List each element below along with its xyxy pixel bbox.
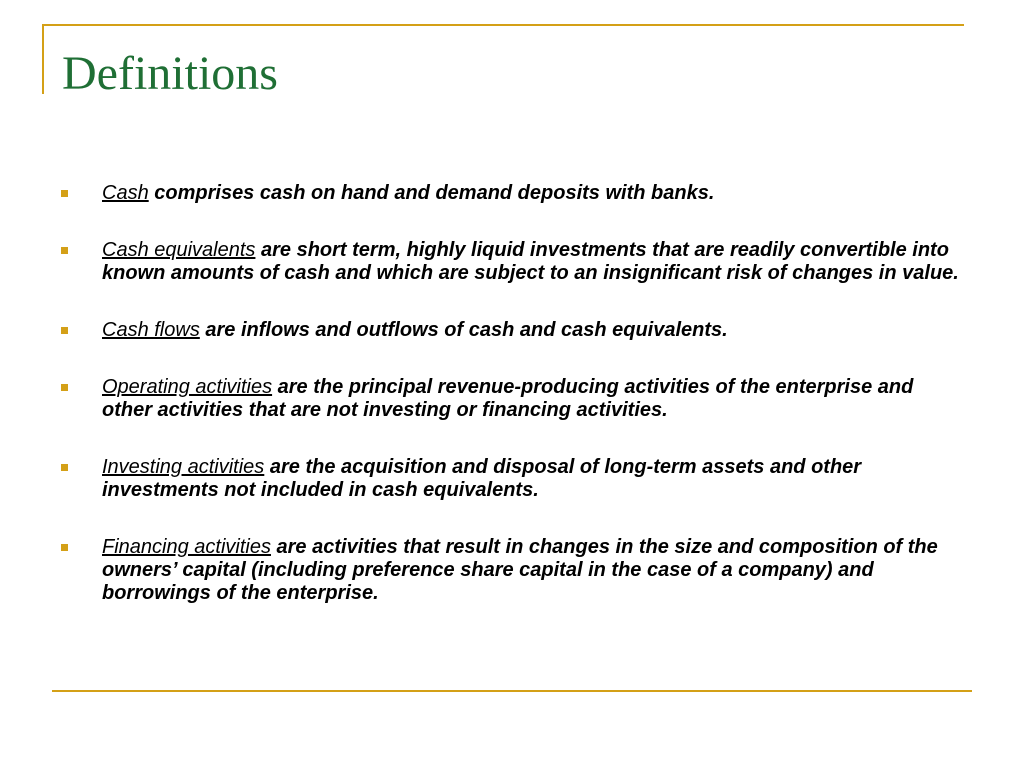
definition-item-financing-activities bbox=[60, 536, 965, 605]
square-bullet-icon bbox=[61, 247, 68, 254]
definition-term: Cash flows bbox=[102, 319, 200, 341]
definition-text: are the acquisition and disposal of long-term assets and other investments not included in cash equivalents. bbox=[102, 456, 862, 501]
definition-term: Cash equivalents bbox=[102, 239, 256, 261]
square-bullet-icon bbox=[61, 464, 68, 471]
slide-title: Definitions bbox=[62, 47, 278, 100]
definition-item-cash bbox=[60, 182, 965, 205]
definition-term: Financing activities bbox=[102, 536, 271, 558]
square-bullet-icon bbox=[61, 384, 68, 391]
definition-item-operating-activities bbox=[60, 376, 965, 422]
left-accent-rule bbox=[42, 24, 44, 94]
definition-item-cash-equivalents bbox=[60, 239, 965, 285]
square-bullet-icon bbox=[61, 190, 68, 197]
definition-text: are activities that result in changes in the size and composition of the owners’ capital (including preference share capital in the case of a company) and borrowings of the enterprise. bbox=[102, 536, 938, 604]
top-accent-rule bbox=[42, 24, 964, 26]
definition-item-investing-activities bbox=[60, 456, 965, 502]
definition-term: Operating activities bbox=[102, 376, 273, 398]
definition-text: are short term, highly liquid investments that are readily convertible into known amounts of cash and which are subject to an insignificant risk of changes in value. bbox=[102, 239, 959, 284]
definition-text: are the principal revenue-producing activities of the enterprise and other activities that are not investing or financing activities. bbox=[102, 376, 914, 421]
definition-text: comprises cash on hand and demand deposits with banks. bbox=[148, 182, 715, 204]
definition-term: Investing activities bbox=[102, 456, 265, 478]
definition-term: Cash bbox=[102, 182, 149, 204]
square-bullet-icon bbox=[61, 327, 68, 334]
definition-list bbox=[60, 182, 965, 639]
bottom-accent-rule bbox=[52, 690, 972, 692]
definition-item-cash-flows bbox=[60, 319, 965, 342]
definition-text: are inflows and outflows of cash and cash equivalents. bbox=[199, 319, 728, 341]
square-bullet-icon bbox=[61, 544, 68, 551]
